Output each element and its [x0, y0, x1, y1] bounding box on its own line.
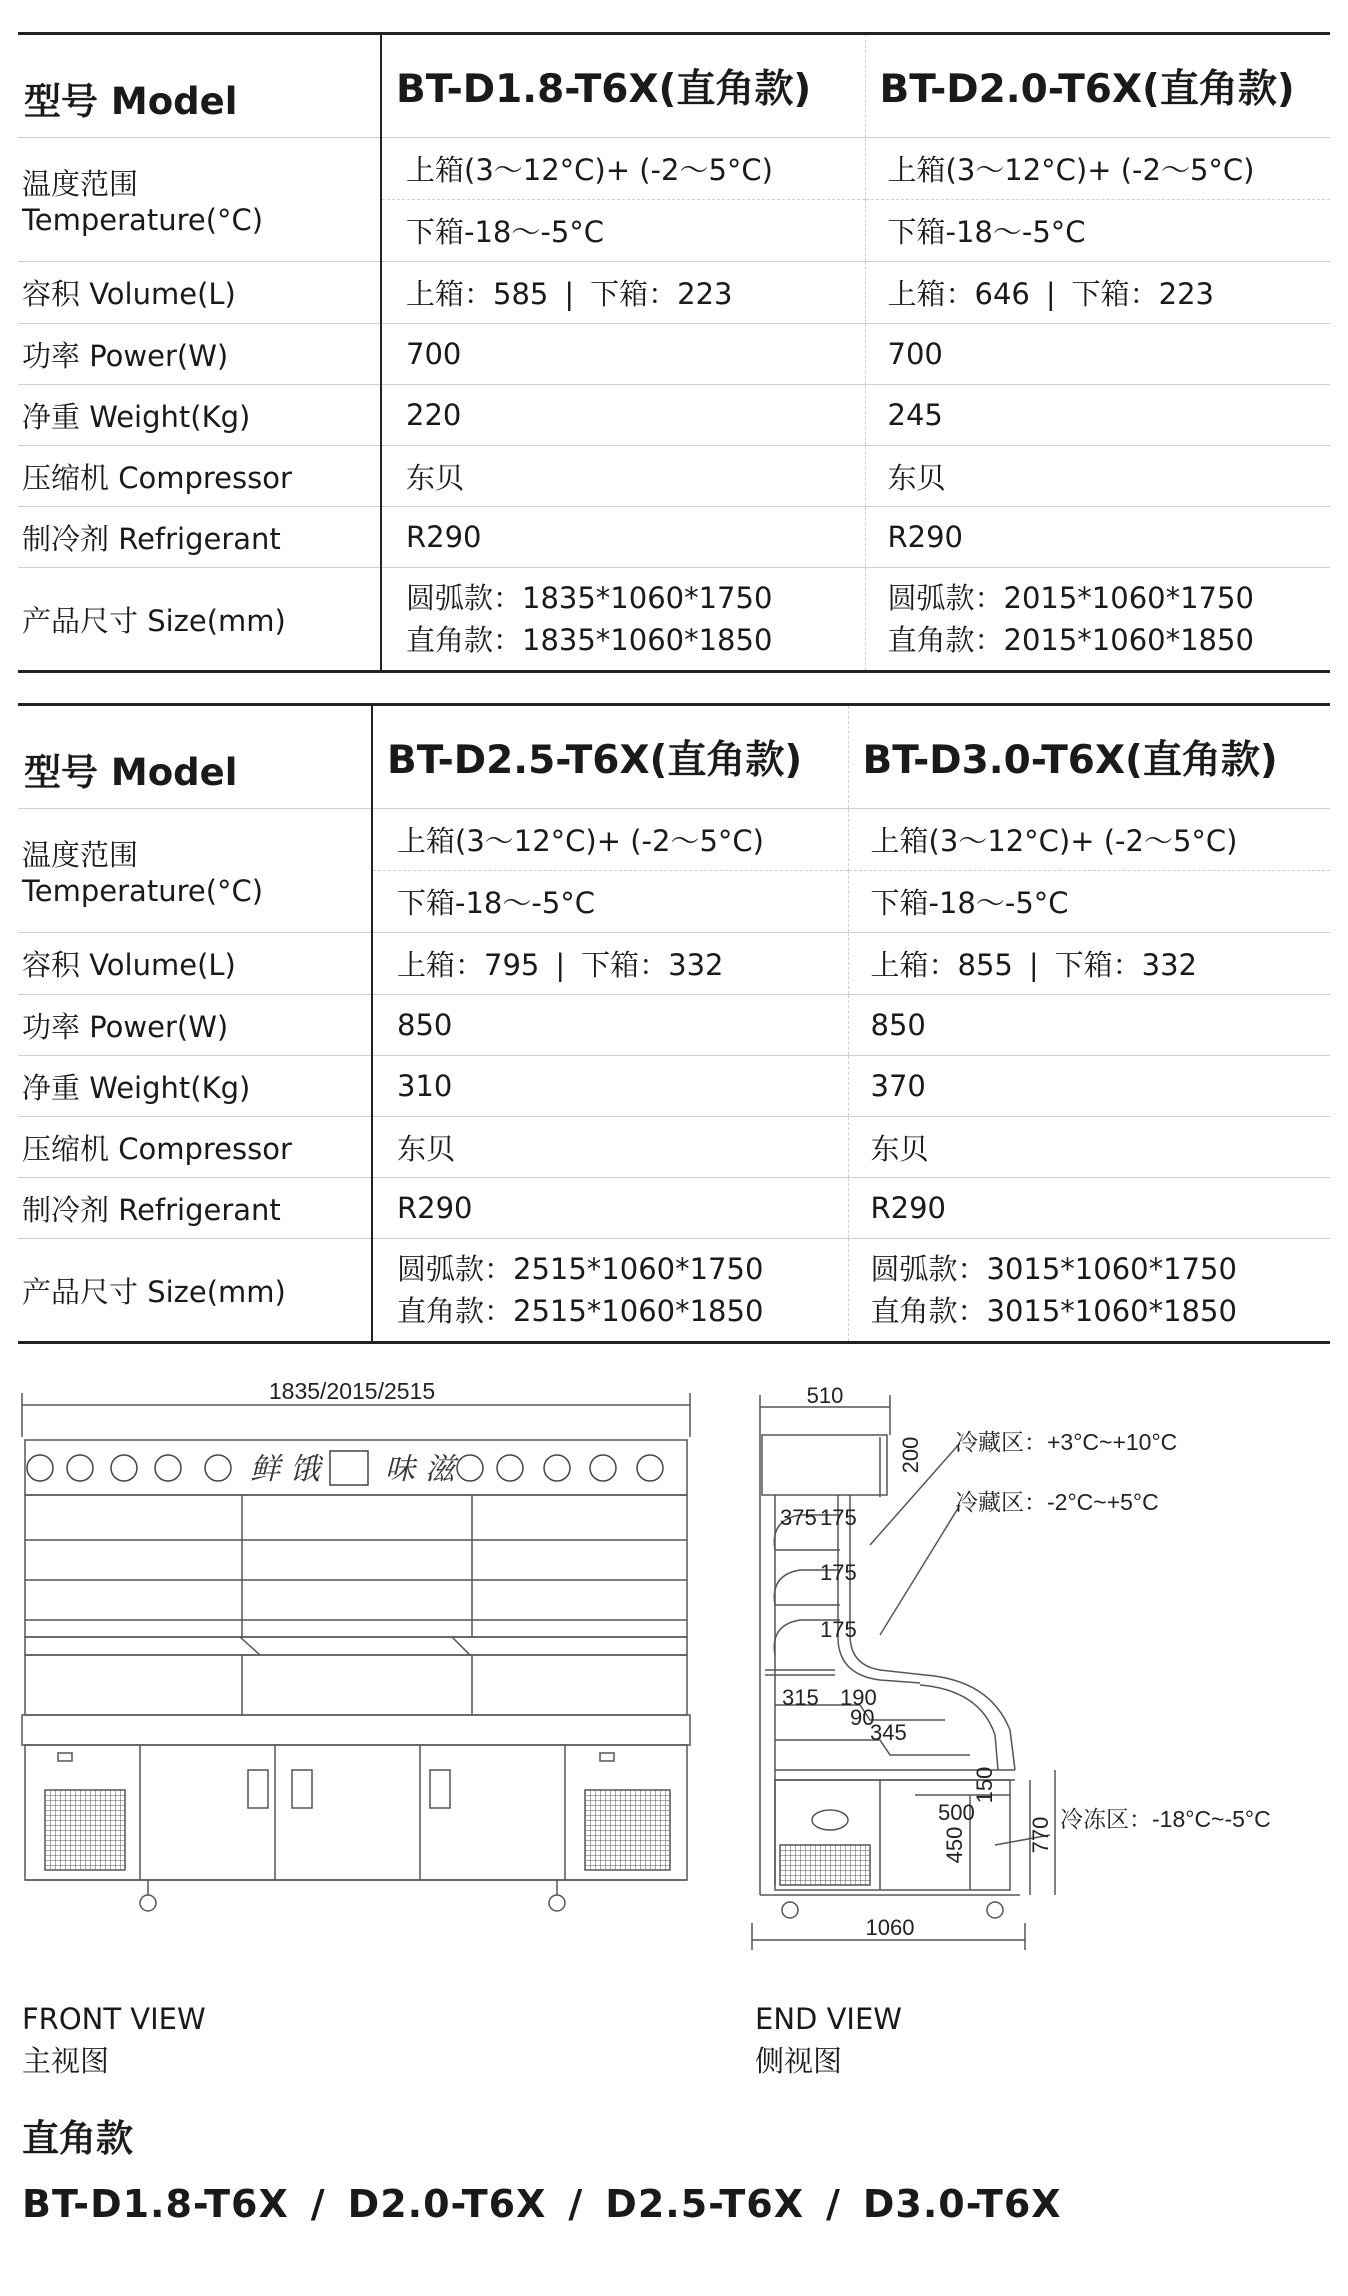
power-value: 850 [848, 995, 1330, 1056]
caption-cn: 主视图 [22, 2044, 110, 2078]
refrigerant-value: R290 [372, 1178, 848, 1239]
model-code: BT-D1.8-T6X [22, 2182, 289, 2226]
compressor-value: 东贝 [381, 446, 865, 507]
volume-value [865, 262, 1330, 324]
slash: / [310, 2182, 326, 2226]
volume-lower: 下箱：332 [1054, 948, 1197, 982]
volume-separator: | [1045, 277, 1056, 311]
weight-label: 净重 Weight(Kg) [18, 1056, 372, 1117]
zone-chill-label: 冷藏区：+3°C~+10°C [955, 1429, 1178, 1455]
dim-freezer-depth: 500 [938, 1800, 975, 1825]
model-label: 型号 Model [18, 705, 372, 809]
compressor-value: 东贝 [865, 446, 1330, 507]
size-value [848, 1239, 1330, 1343]
weight-label: 净重 Weight(Kg) [18, 385, 381, 446]
volume-lower: 下箱：223 [590, 277, 733, 311]
temp-lower-value: 下箱-18～-5°C [372, 871, 848, 933]
temp-upper-value: 上箱(3～12°C)+ (-2～5°C) [372, 809, 848, 871]
power-value: 700 [381, 324, 865, 385]
dim-lower-height: 770 [1028, 1816, 1053, 1854]
temp-upper-value: 上箱(3～12°C)+ (-2～5°C) [848, 809, 1330, 871]
model-code: D2.5-T6X [605, 2182, 804, 2226]
caption-cn: 侧视图 [755, 2044, 843, 2078]
front-view-caption [22, 1998, 206, 2082]
volume-value [372, 933, 848, 995]
model-code: D3.0-T6X [862, 2182, 1062, 2226]
size-label: 产品尺寸 Size(mm) [18, 1239, 372, 1343]
temp-lower-value: 下箱-18～-5°C [865, 200, 1330, 262]
zone-freeze-label: 冷冻区：-18°C~-5°C [1060, 1806, 1271, 1832]
volume-separator: | [555, 948, 566, 982]
dim-shelf-depth: 375 [780, 1505, 817, 1530]
volume-upper: 上箱：795 [397, 948, 540, 982]
model-name: BT-D2.5-T6X(直角款) [372, 705, 848, 809]
power-value: 850 [372, 995, 848, 1056]
volume-label: 容积 Volume(L) [18, 262, 381, 324]
volume-label: 容积 Volume(L) [18, 933, 372, 995]
dim-total-depth: 1060 [865, 1915, 915, 1940]
slash: / [568, 2182, 584, 2226]
zone-fresh-label: 冷藏区：-2°C~+5°C [955, 1489, 1159, 1515]
style-title: 直角款 [22, 2117, 133, 2160]
dim-top-height: 200 [898, 1436, 923, 1474]
model-list [22, 2182, 1062, 2226]
dim-mid-shelf: 315 [782, 1685, 819, 1710]
weight-value: 310 [372, 1056, 848, 1117]
refrigerant-value: R290 [865, 507, 1330, 568]
compressor-label: 压缩机 Compressor [18, 446, 381, 507]
sign-char: 饿 [290, 1453, 320, 1486]
front-view-drawing [0, 1365, 700, 1945]
end-view-drawing [730, 1375, 1340, 1955]
temperature-label: 温度范围 Temperature(°C) [18, 138, 381, 262]
refrigerant-label: 制冷剂 Refrigerant [18, 1178, 372, 1239]
dim-shelf-gap: 175 [820, 1617, 857, 1642]
spec-table-2 [18, 703, 1330, 1344]
sign-char: 鲜 [250, 1453, 280, 1486]
size-right: 直角款：1835*1060*1850 [406, 623, 773, 657]
temp-lower-value: 下箱-18～-5°C [381, 200, 865, 262]
volume-separator: | [564, 277, 575, 311]
size-right: 直角款：2515*1060*1850 [397, 1294, 764, 1328]
compressor-value: 东贝 [372, 1117, 848, 1178]
caption-en: END VIEW [755, 2002, 902, 2036]
weight-value: 370 [848, 1056, 1330, 1117]
power-label: 功率 Power(W) [18, 995, 372, 1056]
model-code: D2.0-T6X [347, 2182, 547, 2226]
caption-en: FRONT VIEW [22, 2002, 206, 2036]
size-right: 直角款：2015*1060*1850 [887, 623, 1254, 657]
weight-value: 220 [381, 385, 865, 446]
sign-icons [27, 1451, 663, 1485]
size-label: 产品尺寸 Size(mm) [18, 568, 381, 672]
size-right: 直角款：3015*1060*1850 [870, 1294, 1237, 1328]
refrigerant-value: R290 [381, 507, 865, 568]
volume-separator: | [1028, 948, 1039, 982]
volume-value [381, 262, 865, 324]
model-name: BT-D1.8-T6X(直角款) [381, 34, 865, 138]
dim-counter-height: 150 [972, 1766, 997, 1804]
dim-mid-step: 90 [850, 1705, 875, 1730]
model-label: 型号 Model [18, 34, 381, 138]
size-arc: 圆弧款：2015*1060*1750 [887, 581, 1254, 615]
temp-upper-value: 上箱(3～12°C)+ (-2～5°C) [865, 138, 1330, 200]
refrigerant-label: 制冷剂 Refrigerant [18, 507, 381, 568]
temperature-label: 温度范围 Temperature(°C) [18, 809, 372, 933]
sign-char: 滋 [425, 1453, 455, 1486]
dim-shelf-gap: 175 [820, 1560, 857, 1585]
size-arc: 圆弧款：1835*1060*1750 [406, 581, 773, 615]
volume-upper: 上箱：646 [887, 277, 1030, 311]
refrigerant-value: R290 [848, 1178, 1330, 1239]
compressor-value: 东贝 [848, 1117, 1330, 1178]
size-value [865, 568, 1330, 672]
sign-char: 味 [385, 1453, 415, 1486]
dim-mid-depth: 345 [870, 1720, 907, 1745]
size-value [381, 568, 865, 672]
model-name: BT-D2.0-T6X(直角款) [865, 34, 1330, 138]
dim-mid-gap: 190 [840, 1685, 877, 1710]
dim-freezer-height: 450 [942, 1826, 967, 1864]
weight-value: 245 [865, 385, 1330, 446]
model-name: BT-D3.0-T6X(直角款) [848, 705, 1330, 809]
volume-lower: 下箱：223 [1071, 277, 1214, 311]
compressor-label: 压缩机 Compressor [18, 1117, 372, 1178]
size-arc: 圆弧款：2515*1060*1750 [397, 1252, 764, 1286]
dim-top-width: 510 [806, 1383, 844, 1408]
temp-lower-value: 下箱-18～-5°C [848, 871, 1330, 933]
volume-value [848, 933, 1330, 995]
size-value [372, 1239, 848, 1343]
slash: / [826, 2182, 841, 2226]
spec-table-1 [18, 32, 1330, 673]
volume-upper: 上箱：585 [406, 277, 549, 311]
volume-upper: 上箱：855 [870, 948, 1013, 982]
temp-upper-value: 上箱(3～12°C)+ (-2～5°C) [381, 138, 865, 200]
end-view-caption [755, 1998, 902, 2082]
power-label: 功率 Power(W) [18, 324, 381, 385]
dim-shelf-gap: 175 [820, 1505, 857, 1530]
volume-lower: 下箱：332 [581, 948, 724, 982]
power-value: 700 [865, 324, 1330, 385]
front-width-dim: 1835/2015/2515 [268, 1378, 436, 1404]
size-arc: 圆弧款：3015*1060*1750 [870, 1252, 1237, 1286]
